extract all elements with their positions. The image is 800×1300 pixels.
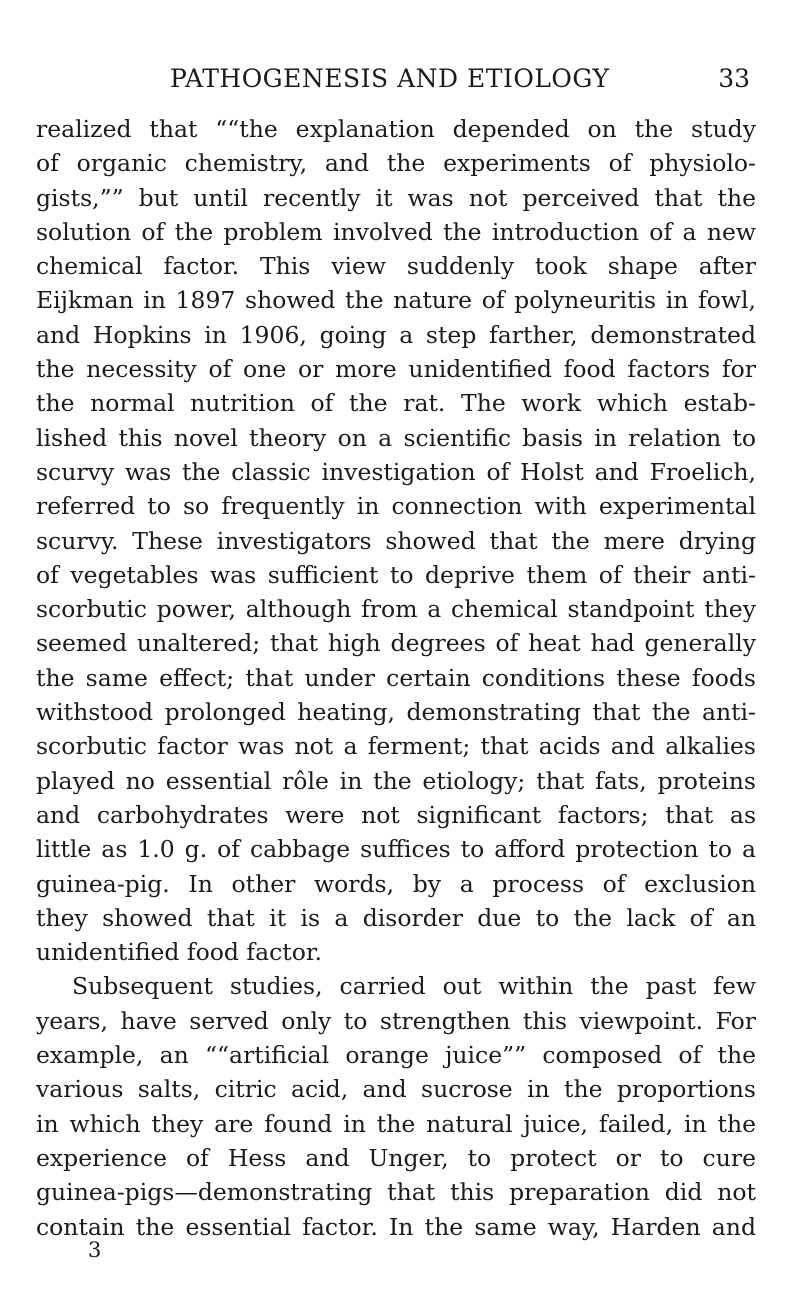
text-line: of organic chemistry, and the experiments of physiolo- (36, 149, 756, 178)
text-line: unidentified food factor. (36, 938, 323, 967)
text-line: scorbutic factor was not a ferment; that acids and alkalies (36, 732, 756, 761)
text-line: lished this novel theory on a scientific basis in relation to (36, 423, 756, 452)
text-line: played no essential rôle in the etiology; that fats, proteins (36, 766, 756, 795)
text-line: gists,”” but until recently it was not perceived that the (36, 183, 756, 212)
text-line: withstood prolonged heating, demonstrating that the anti- (36, 698, 756, 727)
running-head-title: PATHOGENESIS AND ETIOLOGY (170, 64, 610, 93)
text-line: years, have served only to strengthen this viewpoint. For (36, 1006, 756, 1035)
body-text (36, 112, 756, 1244)
text-line: the same effect; that under certain conditions these foods (36, 663, 756, 692)
text-line: and Hopkins in 1906, going a step farther, demonstrated (36, 320, 756, 349)
text-line: referred to so frequently in connection with experimental (36, 492, 756, 521)
signature-mark: 3 (88, 1238, 102, 1262)
text-line: contain the essential factor. In the same way, Harden and (36, 1212, 756, 1241)
text-line: of vegetables was sufficient to deprive them of their anti- (36, 560, 756, 589)
text-line: scurvy. These investigators showed that the mere drying (36, 526, 756, 555)
text-line: and carbohydrates were not significant factors; that as (36, 800, 756, 829)
running-header (170, 64, 750, 104)
text-line: seemed unaltered; that high degrees of heat had generally (36, 629, 756, 658)
text-line: realized that ““the explanation depended on the study (36, 115, 756, 143)
text-line: scorbutic power, although from a chemical standpoint they (36, 595, 756, 624)
page-number: 33 (718, 64, 750, 93)
text-line: guinea-pig. In other words, by a process of exclusion (36, 869, 756, 898)
text-line: little as 1.0 g. of cabbage suffices to afford protection to a (36, 835, 756, 864)
text-line: they showed that it is a disorder due to the lack of an (36, 903, 756, 932)
text-line: solution of the problem involved the introduction of a new (36, 217, 756, 246)
text-line: experience of Hess and Unger, to protect or to cure (36, 1143, 756, 1172)
text-line: scurvy was the classic investigation of Holst and Froelich, (36, 457, 756, 486)
text-line: the normal nutrition of the rat. The work which estab- (36, 389, 756, 418)
text-line: Subsequent studies, carried out within the past few (72, 972, 756, 1001)
text-line: the necessity of one or more unidentified food factors for (36, 355, 756, 384)
text-line: various salts, citric acid, and sucrose in the proportions (36, 1075, 756, 1104)
text-line: in which they are found in the natural juice, failed, in the (36, 1109, 756, 1138)
text-line: guinea-pigs—demonstrating that this preparation did not (36, 1178, 756, 1207)
text-line: example, an ““artificial orange juice”” composed of the (36, 1041, 756, 1070)
text-line: Eijkman in 1897 showed the nature of polyneuritis in fowl, (36, 286, 756, 315)
text-line: chemical factor. This view suddenly took shape after (36, 252, 756, 281)
